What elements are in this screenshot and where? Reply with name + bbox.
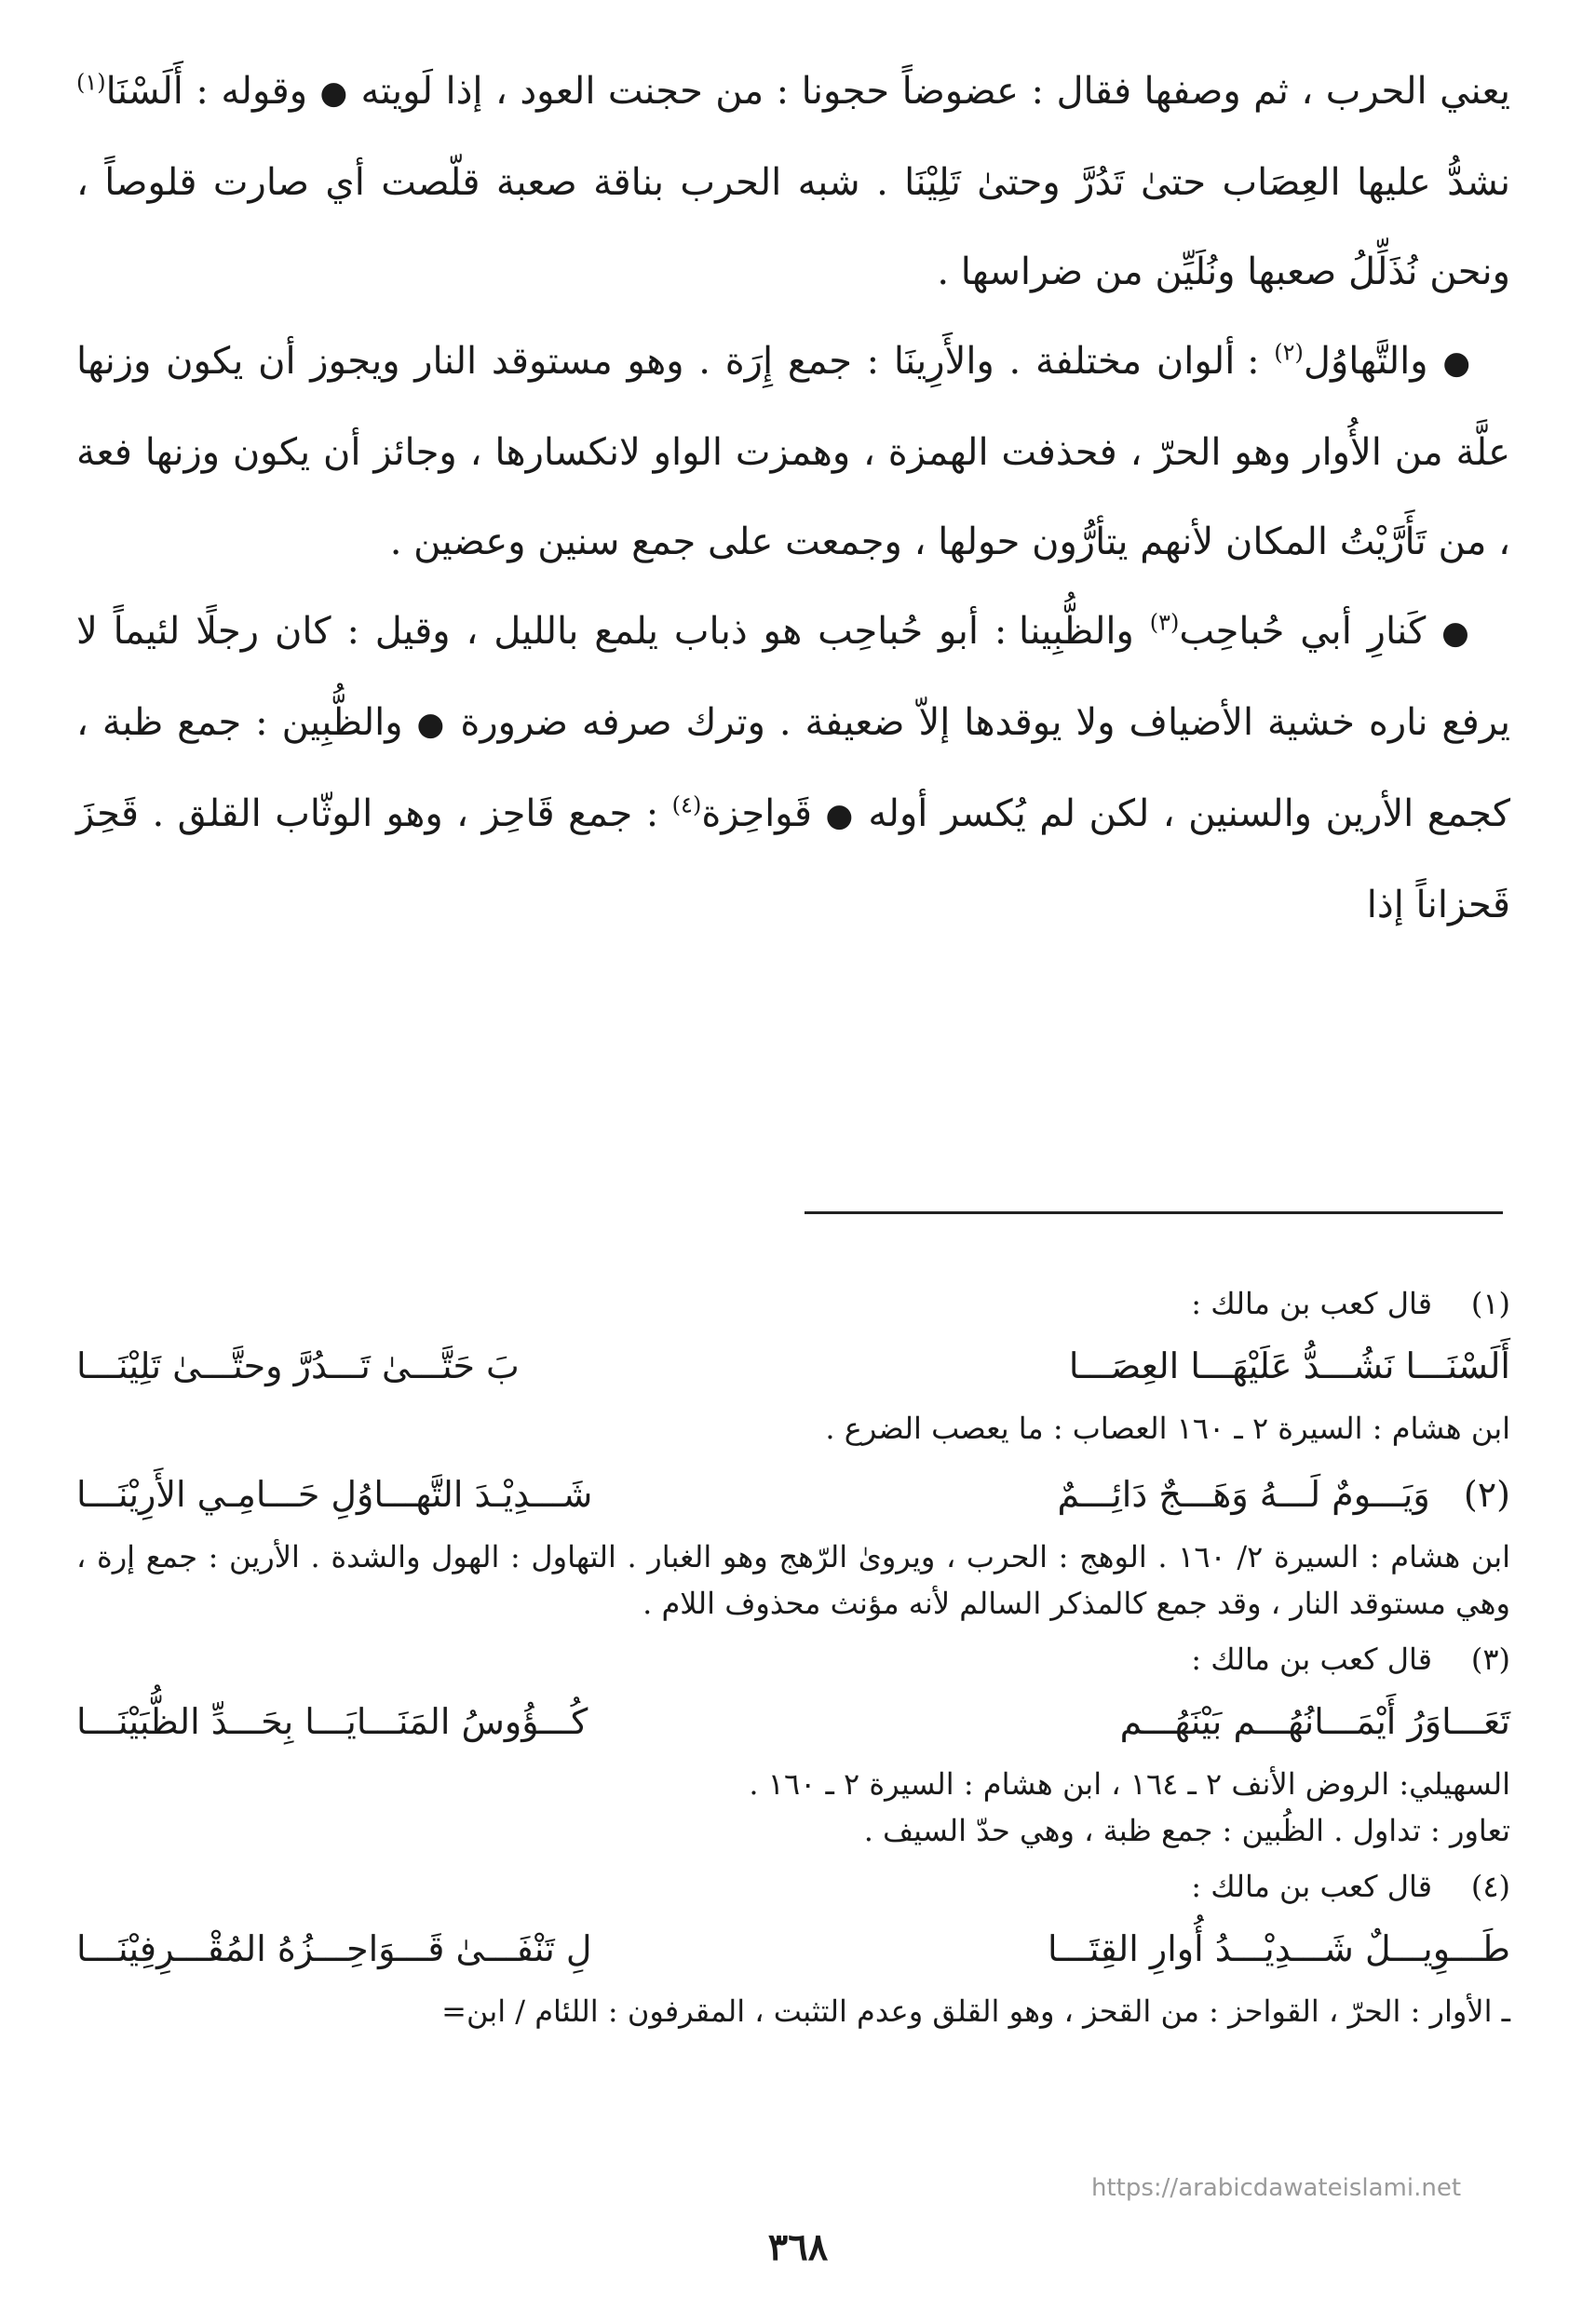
footnote-1	[76, 1280, 1510, 1452]
verse-first-hemistich: طَـــوِيـــلٌ شَـــدِيْـــدُ أُوارِ القِتَـــا	[1048, 1928, 1510, 1969]
verse-second-hemistich: بَ حَتَّـــىٰ تَـــدُرَّ وحتَّـــىٰ تَلِيْنَـــا	[76, 1345, 520, 1386]
footnote-line: ابن هشام : السيرة ٢/ ١٦٠ . الوهج : الحرب ، ويروىٰ الرّهج وهو الغبار . التهاول : الهول والشدة . الأرين : جمع إرة ، وهي مستوقد النار ، وقد جمع كالمذكر السالم لأنه مؤنث محذوف اللام .	[76, 1539, 1511, 1621]
verse-line	[76, 1915, 1510, 1982]
verse-first-hemistich: تَعَـــاوَرُ أَيْمَـــانُهُـــم بَيْنَهُـــم	[1119, 1701, 1510, 1742]
bullet-icon: ●	[319, 74, 348, 112]
footnote-number: (٣)	[1470, 1642, 1510, 1677]
verse-first-hemistich: أَلَسْنَـــا نَشُـــدُّ عَلَيْهَـــا العِصَـــا	[1068, 1345, 1510, 1386]
term-tahawul: والتَّهاوُل	[1303, 340, 1428, 383]
footnote-intro: قال كعب بن مالك :	[1191, 1869, 1432, 1904]
footnote-intro: قال كعب بن مالك :	[1191, 1286, 1432, 1321]
paragraph-3	[76, 587, 1510, 950]
bullet-icon: ●	[416, 706, 447, 743]
paragraph-2	[76, 317, 1510, 587]
footnote-ref-3[interactable]: (٣)	[1149, 609, 1180, 636]
footnote-number: (١)	[1470, 1286, 1510, 1321]
verse-with-number	[1058, 1461, 1510, 1528]
footnote-line: تعاور : تداول . الظُبين : جمع ظبة ، وهي حدّ السيف .	[863, 1813, 1510, 1848]
verse-line	[76, 1461, 1510, 1528]
bullet-icon: ●	[825, 797, 855, 834]
footnote-3	[76, 1636, 1510, 1854]
paragraph-3-text: والظُّبِينا : أبو حُباحِب هو ذباب يلمع بالليل ، وقيل : كان رجلًا لئيماً لا يرفع ناره خشية الأضياف ولا يوقدها إلاّ ضعيفة . وترك صرفه ضرورة	[76, 610, 1511, 744]
footnote-2	[76, 1461, 1510, 1627]
footnote-line: ـ الأوار : الحرّ ، القواحز : من القحز ، وهو القلق وعدم التثبت ، المقرفون : اللئام / ابن=	[441, 1993, 1510, 2029]
term-hubahib: كَنارِ أبي حُباحِب	[1179, 610, 1427, 653]
footnote-ref-4[interactable]: (٤)	[671, 791, 702, 818]
footnote-ref-2[interactable]: (٢)	[1274, 339, 1304, 366]
verse-second-hemistich: لِ تَنْفَـــىٰ قَـــوَاحِـــزُهُ المُقْـــرِفِيْنَـــا	[76, 1928, 592, 1969]
footnote-number: (٢)	[1463, 1474, 1510, 1515]
footnote-number: (٤)	[1470, 1869, 1510, 1904]
page-number: ٣٦٨	[767, 2225, 829, 2269]
term-qawahiza: قَواحِزة	[701, 792, 812, 835]
paragraph-2-text: : ألوان مختلفة . والأَرِينَا : جمع إِرَة . وهو مستوقد النار ويجوز أن يكون وزنها علَّة من الأُوار وهو الحرّ ، فحذفت الهمزة ، وهمزت الواو لانكسارها ، وجائز أن يكون وزنها فعة ، من تَأَرَّيْتُ المكان لأنهم يتأرُّون حولها ، وجمعت على جمع سنين وعضين .	[76, 340, 1510, 563]
paragraph-1-text: يعني الحرب ، ثم وصفها فقال : عضوضاً حجونا : من حجنت العود ، إذا لَويته	[360, 70, 1510, 113]
verse-second-hemistich: كُـــؤُوسُ المَنَـــايَـــا بِحَـــدِّ الظُّبَيْنَـــا	[76, 1701, 588, 1742]
verse-line	[76, 1332, 1510, 1399]
source-url-watermark: https://arabicdawateislami.net	[1091, 2174, 1462, 2202]
footnote-4	[76, 1863, 1510, 2034]
term-alasna: وقوله : أَلَسْنَا	[105, 70, 308, 113]
footnote-line: ابن هشام : السيرة ٢ ـ ١٦٠ العصاب : ما يعصب الضرع .	[825, 1411, 1510, 1446]
bullet-icon: ●	[1442, 345, 1474, 382]
verse-second-hemistich: شَـــدِيْـدَ التَّهـــاوُلِ حَـــامِـي الأَرِيْنَـــا	[76, 1474, 593, 1515]
verse-line	[76, 1688, 1510, 1755]
footnotes	[76, 1280, 1510, 2044]
paragraph-3-text-b: والظُّبِين : جمع ظبة ، كجمع الأرين والسنين ، لكن لم يُكسر أوله	[76, 701, 1511, 835]
footnote-ref-1[interactable]: (١)	[76, 69, 106, 96]
paragraph-3-text-c: : جمع قَاحِز ، وهو الوثّاب القلق . قَحِزَ قَحزاناً إذا	[76, 792, 1510, 926]
paragraph-1	[76, 47, 1510, 317]
footnote-intro: قال كعب بن مالك :	[1191, 1642, 1432, 1677]
paragraph-1b-text: نشدُّ عليها العِصَاب حتىٰ تَدُرَّ وحتىٰ تَلِيْنَا . شبه الحرب بناقة صعبة قلّصت أي صارت قلوصاً ، ونحن نُذَلِّلُ صعبها ونُلَيِّن من ضراسها .	[76, 161, 1510, 293]
main-text	[76, 47, 1510, 950]
footnote-line: السهيلي: الروض الأنف ٢ ـ ١٦٤ ، ابن هشام : السيرة ٢ ـ ١٦٠ .	[749, 1766, 1510, 1802]
footnote-divider	[805, 1211, 1503, 1214]
bullet-icon: ●	[1441, 615, 1473, 652]
verse-first-hemistich: وَيَـــومٌ لَـــهُ وَهَـــجٌ دَائِـــمٌ	[1057, 1474, 1430, 1515]
